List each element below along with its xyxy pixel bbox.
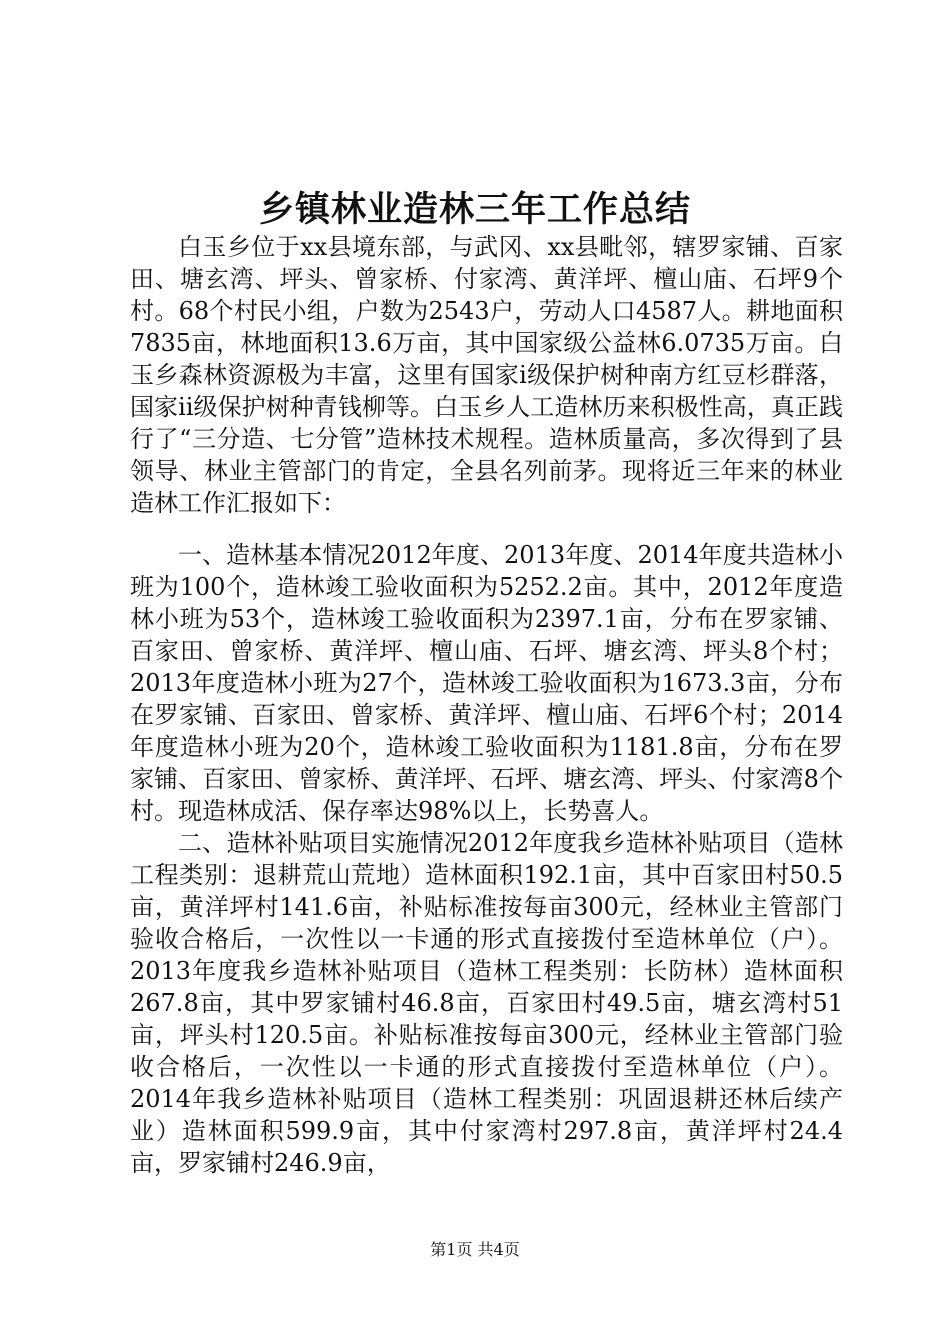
paragraph-section-1: 一、造林基本情况2012年度、2013年度、2014年度共造林小班为100个，造林竣工验收面积为5252.2亩。其中，2012年度造林小班为53个，造林竣工验收面积为2397.1亩，分布在罗家铺、百家田、曾家桥、黄洋坪、檀山庙、石坪、塘玄湾、坪头8个村；2013年度造林小班为27个，造林竣工验收面积为1673.3亩，分布在罗家铺、百家田、曾家桥、黄洋坪、檀山庙、石坪6个村；2014年度造林小班为20个，造林竣工验收面积为1181.8亩，分布在罗家铺、百家田、曾家桥、黄洋坪、石坪、塘玄湾、坪头、付家湾8个村。现造林成活、保存率达98%以上，长势喜人。 xyxy=(130,541,843,825)
paragraph-section-2: 二、造林补贴项目实施情况2012年度我乡造林补贴项目（造林工程类别：退耕荒山荒地）造林面积192.1亩，其中百家田村50.5亩，黄洋坪村141.6亩，补贴标准按每亩300元，经林业主管部门验收合格后，一次性以一卡通的形式直接拨付至造林单位（户）。2013年度我乡造林补贴项目（造林工程类别：长防林）造林面积267.8亩，其中罗家铺村46.8亩，百家田村49.5亩，塘玄湾村51亩，坪头村120.5亩。补贴标准按每亩300元，经林业主管部门验收合格后，一次性以一卡通的形式直接拨付至造林单位（户）。2014年我乡造林补贴项目（造林工程类别：巩固退耕还林后续产业）造林面积599.9亩，其中付家湾村297.8亩，黄洋坪村24.4亩，罗家铺村246.9亩， xyxy=(130,829,843,1177)
document-body xyxy=(130,231,843,1179)
page-number-footer: 第1页 共4页 xyxy=(430,1240,520,1259)
document-title: 乡镇林业造林三年工作总结 xyxy=(258,190,691,230)
paragraph-intro: 白玉乡位于xx县境东部，与武冈、xx县毗邻，辖罗家铺、百家田、塘玄湾、坪头、曾家桥、付家湾、黄洋坪、檀山庙、石坪9个村。68个村民小组，户数为2543户，劳动人口4587人。耕地面积7835亩，林地面积13.6万亩，其中国家级公益林6.0735万亩。白玉乡森林资源极为丰富，这里有国家ⅰ级保护树种南方红豆杉群落，国家ⅱ级保护树种青钱柳等。白玉乡人工造林历来积极性高，真正践行了“三分造、七分管”造林技术规程。造林质量高，多次得到了县领导、林业主管部门的肯定，全县名列前茅。现将近三年来的林业造林工作汇报如下： xyxy=(130,233,843,517)
